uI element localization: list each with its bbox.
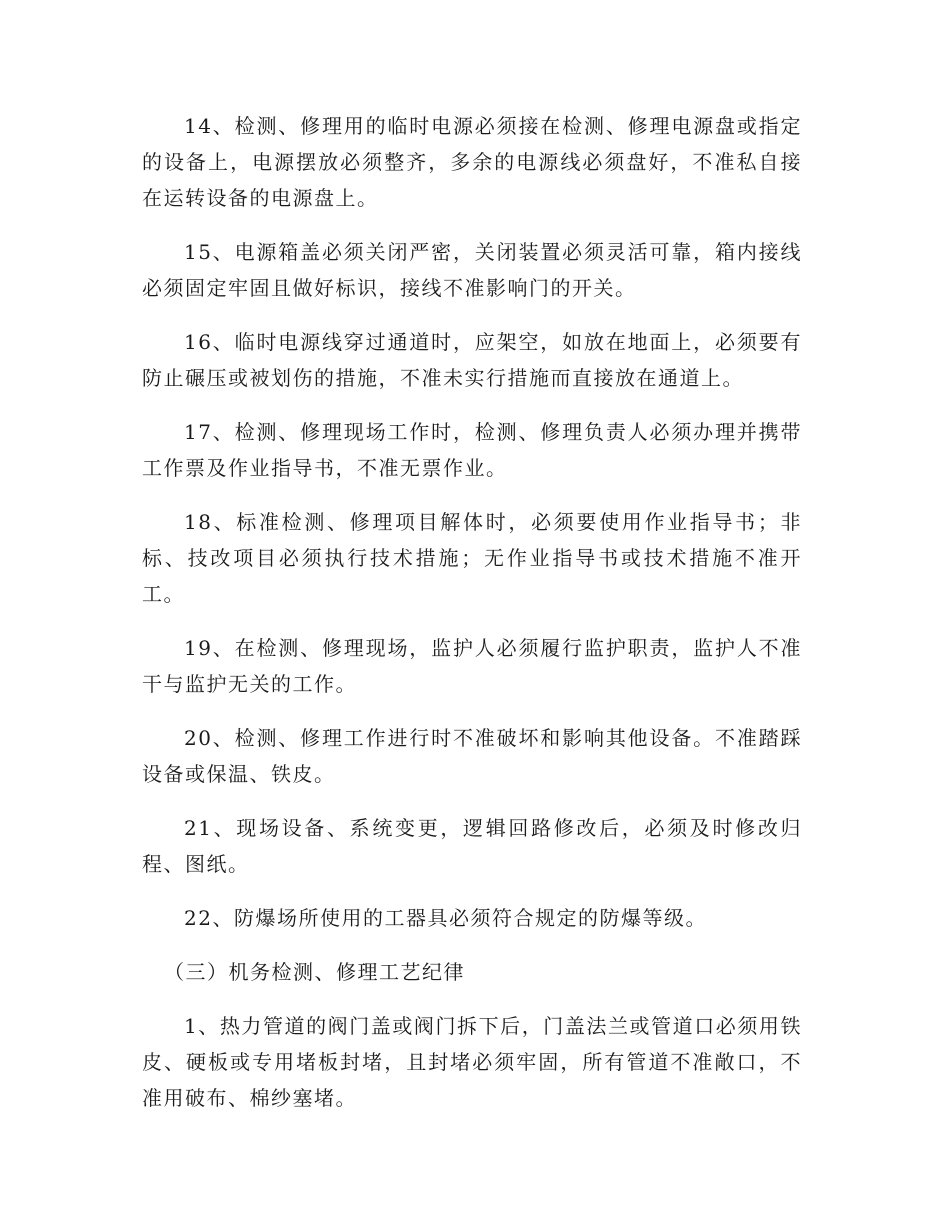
rule-paragraph-19: 19、在检测、修理现场，监护人必须履行监护职责，监护人不准干与监护无关的工作。 (142, 636, 802, 696)
section-heading: （三）机务检测、修理工艺纪律 (164, 960, 465, 984)
rule-paragraph-18: 18、标准检测、修理项目解体时，必须要使用作业指导书；非标、技改项目必须执行技术措施；无作业指导书或技术措施不准开工。 (142, 510, 802, 606)
rule-paragraph-15: 15、电源箱盖必须关闭严密，关闭装置必须灵活可靠，箱内接线必须固定牢固且做好标识，接线不准影响门的开关。 (142, 240, 802, 300)
rule-paragraph-22: 22、防爆场所使用的工器具必须符合规定的防爆等级。 (184, 906, 707, 930)
document-page (142, 108, 802, 1134)
rule-paragraph-21: 21、现场设备、系统变更，逻辑回路修改后，必须及时修改归程、图纸。 (142, 816, 802, 876)
section-paragraph-1: 1、热力管道的阀门盖或阀门拆下后，门盖法兰或管道口必须用铁皮、硬板或专用堵板封堵，且封堵必须牢固，所有管道不准敞口，不准用破布、棉纱塞堵。 (142, 1014, 802, 1110)
rule-paragraph-14: 14、检测、修理用的临时电源必须接在检测、修理电源盘或指定的设备上，电源摆放必须整齐，多余的电源线必须盘好，不准私自接在运转设备的电源盘上。 (142, 114, 802, 210)
rule-paragraph-17: 17、检测、修理现场工作时，检测、修理负责人必须办理并携带工作票及作业指导书，不准无票作业。 (142, 420, 802, 480)
rule-paragraph-20: 20、检测、修理工作进行时不准破坏和影响其他设备。不准踏踩设备或保温、铁皮。 (142, 726, 802, 786)
rule-paragraph-16: 16、临时电源线穿过通道时，应架空，如放在地面上，必须要有防止碾压或被划伤的措施，不准未实行措施而直接放在通道上。 (142, 330, 802, 390)
